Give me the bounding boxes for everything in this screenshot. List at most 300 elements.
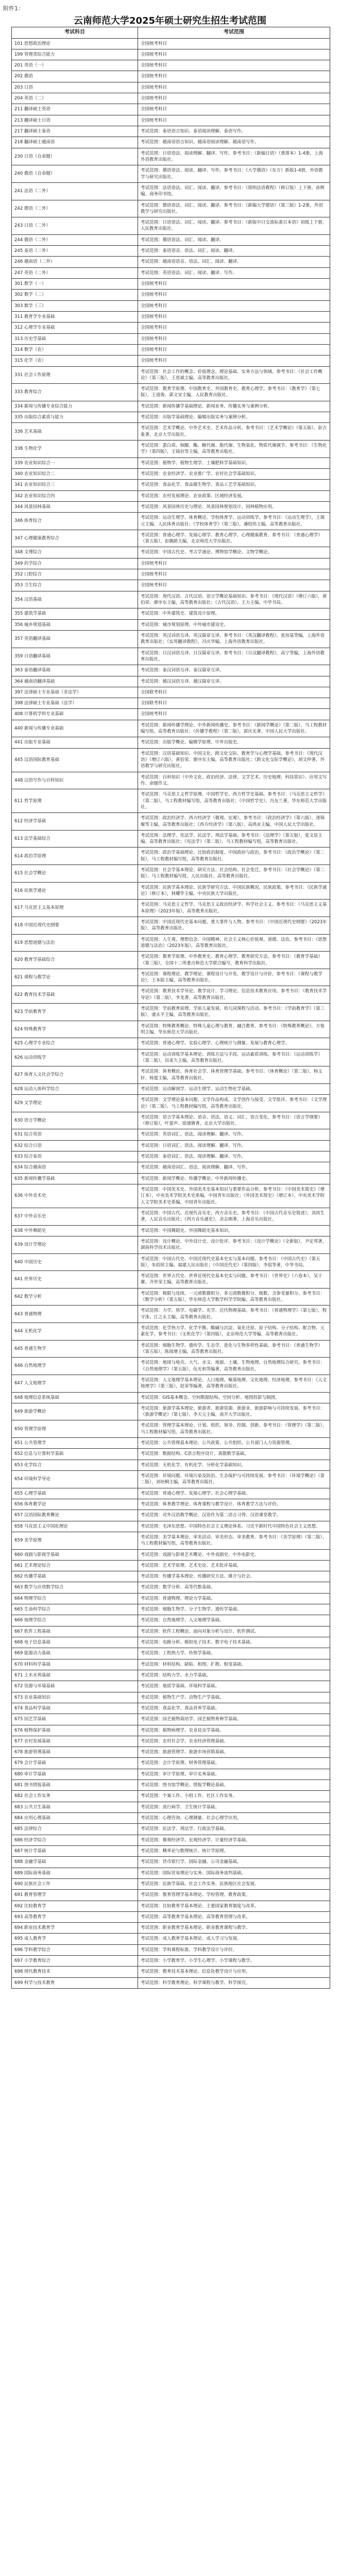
scope-cell: 考试范围：地质学基础、环境科学基础。 <box>138 1681 330 1692</box>
scope-cell: 考试范围：人文地理学基本理论、人口地理、聚落地理、文化地理、经济地理。参考书目：《人文地理学》（第三版），赵荣等编著，高等教育出版社。 <box>138 1375 330 1392</box>
table-row <box>12 1306 330 1323</box>
subject-cell: 674 食品科学基础 <box>12 1703 138 1714</box>
table-row <box>12 1499 330 1510</box>
subject-cell: 697 小学教育综合 <box>12 1956 138 1967</box>
subject-cell: 338 生物化学 <box>12 440 138 458</box>
table-row <box>12 1375 330 1392</box>
scope-cell: 考试范围：细胞生物学、分子生物学、遗传学基础。 <box>138 1604 330 1615</box>
table-row <box>12 530 330 547</box>
scope-cell: 考试范围：教育管理学基本理论、学校管理、教育政策。 <box>138 1890 330 1901</box>
exam-scope-table <box>11 27 330 1989</box>
table-row <box>12 1582 330 1593</box>
scope-cell: 考试范围：人生观、理想信念、中国精神、社会主义核心价值观、道德、法治。参考书目：《思想道德与法治》（2023年版），高等教育出版社。 <box>138 934 330 952</box>
scope-cell: 考试范围：对外汉语教学概论、汉语作为第二语言习得、汉语课堂教学。 <box>138 1510 330 1521</box>
subject-cell: 218 翻译硕士越南语 <box>12 137 138 148</box>
scope-cell: 考试范围：社会工作的概念、价值理念、理论基础、实务方法与领域。参考书目：《社会工作概论》（第三版），王思斌主编，高等教育出版社。 <box>138 366 330 384</box>
subject-cell: 644 无机化学 <box>12 1323 138 1341</box>
subject-cell: 661 艺术理论综合 <box>12 1560 138 1571</box>
scope-cell: 考试范围：戏剧与影视艺术概论、中外戏剧史、中外电影史。 <box>138 1549 330 1560</box>
table-row <box>12 1095 330 1112</box>
subject-cell: 638 中外舞蹈史 <box>12 1225 138 1236</box>
table-row <box>12 1780 330 1791</box>
scope-cell: 考试范围：小学教育学、小学生心理学、小学课程与教学。 <box>138 1956 330 1967</box>
table-row <box>12 1151 330 1162</box>
subject-cell: 622 教育技术学基础 <box>12 986 138 1004</box>
table-row <box>12 986 330 1004</box>
subject-cell: 247 英语（二外） <box>12 267 138 278</box>
scope-cell: 考试范围：运动训练学基本理论、训练方法与手段、运动素质训练。参考书目：《运动训练学》（第二版），田麦久主编，高等教育出版社。 <box>138 1049 330 1066</box>
scope-cell: 考试范围：食品化学、食品微生物学、食品工艺学基础知识。 <box>138 480 330 490</box>
scope-cell: 考试范围：电路分析、模拟电子技术、数字电子技术基础。 <box>138 1637 330 1648</box>
table-row <box>12 676 330 687</box>
subject-cell: 364 越南语翻译基础 <box>12 676 138 687</box>
scope-cell: 考试范围：特殊教育概论、特殊儿童心理与教育、融合教育。参考书目：《特殊教育概论》，方俊明主编，华东师范大学出版社。 <box>138 1021 330 1038</box>
subject-cell: 666 地理学综合 <box>12 1615 138 1626</box>
table-row <box>12 93 330 104</box>
table-row <box>12 344 330 355</box>
table-row <box>12 279 330 290</box>
table-row <box>12 182 330 200</box>
table-row <box>12 1944 330 1955</box>
subject-cell: 686 经济学综合 <box>12 1835 138 1845</box>
scope-cell: 考试范围：结构力学、水力学基础。 <box>138 1670 330 1681</box>
scope-cell: 考试范围：教育技术基本理论、信息化教学设计与应用。 <box>138 1967 330 1977</box>
scope-cell: 考试范围：美学基本理论、审美活动、审美形态、审美教育。参考书目：《美学原理》（第二版），马工程教材编写组，高等教育出版社。 <box>138 1532 330 1549</box>
table-row <box>12 311 330 322</box>
scope-cell: 考试范围：中国古代史、中国近现代史基本史实与基本问题。参考书目：《中国古代史》（第五版），朱绍侯主编，福建人民出版社；《中国近代史》（第四版），李侃等著，中华书局。 <box>138 1253 330 1271</box>
subject-cell: 683 公共卫生基础 <box>12 1802 138 1812</box>
scope-cell: 考试范围：体育概论、体育社会学、体育管理学基础。参考书目：《体育概论》（第二版），杨文轩、杨霆主编，高等教育出版社。 <box>138 1066 330 1084</box>
subject-cell: 348 文博综合 <box>12 547 138 558</box>
subject-cell: 631 综合英语 <box>12 1129 138 1140</box>
table-row <box>12 1438 330 1449</box>
subject-cell: 302 数学（二） <box>12 290 138 300</box>
subject-cell: 625 心理学专业综合 <box>12 1038 138 1049</box>
subject-cell: 242 德语（二外） <box>12 200 138 217</box>
table-row <box>12 648 330 665</box>
scope-cell: 考试范围：中国古代史、考古学通论、博物馆学概论、文物学概论。 <box>138 547 330 558</box>
table-row <box>12 1911 330 1922</box>
table-row <box>12 290 330 300</box>
scope-cell: 考试范围：越南语语言知识、越南语阅读理解、越南语写作。 <box>138 137 330 148</box>
scope-cell: 考试范围：职业教育学基本理论、职业教育课程与教学。 <box>138 1923 330 1934</box>
subject-cell: 663 数学与应用数学综合 <box>12 1582 138 1593</box>
subject-cell: 356 城乡规划基础 <box>12 619 138 630</box>
table-row <box>12 104 330 115</box>
subject-cell: 244 俄语（二外） <box>12 234 138 245</box>
table-header <box>12 27 330 39</box>
table-row <box>12 1835 330 1845</box>
subject-cell: 627 体育人文社会学综合 <box>12 1066 138 1084</box>
scope-cell: 考试范围：教育技术学导论、教学设计、学习理论、信息技术教育应用。参考书目：《教育技术学导论》（第二版），李龙著，高等教育出版社。 <box>138 986 330 1004</box>
table-row <box>12 1140 330 1151</box>
table-row <box>12 513 330 530</box>
scope-cell: 考试范围：国际贸易理论与实务、国际商务谈判基础。 <box>138 1868 330 1878</box>
table-row <box>12 547 330 558</box>
scope-cell: 考试范围：德语语法、词汇、阅读、翻译。参考书目：《新编大学德语》（第三版）1-2册，外语教学与研究出版社。 <box>138 200 330 217</box>
subject-cell: 695 成人教育学 <box>12 1934 138 1944</box>
scope-cell: 全国统考科目 <box>138 104 330 115</box>
scope-cell: 考试范围：英语语法、词汇、阅读、翻译、写作。 <box>138 267 330 278</box>
subject-cell: 677 农村发展基础 <box>12 1736 138 1747</box>
table-row <box>12 148 330 165</box>
scope-cell: 考试范围：中国近现代史基本问题、重大事件与人物。参考书目：《中国近现代史纲要》（2023年版），高等教育出版社。 <box>138 917 330 934</box>
table-row <box>12 952 330 969</box>
subject-cell: 346 体育综合 <box>12 513 138 530</box>
table-row <box>12 1460 330 1470</box>
subject-cell: 341 农业知识综合三 <box>12 480 138 490</box>
table-row <box>12 246 330 257</box>
subject-cell: 617 马克思主义基本原理 <box>12 900 138 917</box>
table-row <box>12 772 330 789</box>
column-header-scope: 考试范围 <box>138 27 330 39</box>
table-row <box>12 558 330 569</box>
table-row <box>12 1129 330 1140</box>
subject-cell: 667 软件工程基础 <box>12 1626 138 1637</box>
subject-cell: 211 翻译硕士英语 <box>12 104 138 115</box>
scope-cell: 考试范围：马克思主义哲学、马克思主义政治经济学、科学社会主义。参考书目：《马克思主义基本原理》（2023年版），高等教育出版社。 <box>138 900 330 917</box>
table-row <box>12 1471 330 1488</box>
table-row <box>12 1868 330 1878</box>
scope-cell: 考试范围：无机化学、有机化学、分析化学基础知识。 <box>138 1460 330 1470</box>
table-row <box>12 848 330 865</box>
subject-cell: 634 综合越南语 <box>12 1162 138 1173</box>
subject-cell: 636 中外美术史 <box>12 1184 138 1208</box>
table-row <box>12 1934 330 1944</box>
scope-cell: 考试范围：世界古代史、世界近现代史基本史实与问题。参考书目：《世界史》（六卷本），吴于廑、齐世荣主编，高等教育出版社。 <box>138 1271 330 1289</box>
scope-cell: 考试范围：力学、热学、电磁学、光学、近代物理基础。参考书目：《普通物理学》（第七版），程守洙、江之永主编，高等教育出版社。 <box>138 1306 330 1323</box>
subject-cell: 204 英语（二） <box>12 93 138 104</box>
scope-cell: 考试范围：材料结构、缺陷、相图、扩散、相变基础。 <box>138 1659 330 1670</box>
subject-cell: 692 比较教育学 <box>12 1901 138 1911</box>
subject-cell: 614 政治学原理 <box>12 848 138 865</box>
table-row <box>12 748 330 772</box>
table-row <box>12 1648 330 1659</box>
table-row <box>12 709 330 720</box>
subject-cell: 675 园艺学基础 <box>12 1714 138 1725</box>
scope-cell: 考试范围：出版学基础理论、编辑出版实务与案例分析。 <box>138 412 330 423</box>
subject-cell: 335 出版综合素质与能力 <box>12 412 138 423</box>
scope-cell: 考试范围：普通心理学、发展心理学、社会心理学基础。 <box>138 1488 330 1499</box>
scope-cell: 考试范围：日语语法、词汇、阅读、翻译。参考书目：《新版中日交流标准日本语》初级上下册，人民教育出版社。 <box>138 217 330 235</box>
subject-cell: 681 图书情报基础 <box>12 1780 138 1791</box>
table-row <box>12 355 330 366</box>
exam-scope-table-container <box>11 27 330 1989</box>
subject-cell: 641 世界历史 <box>12 1271 138 1289</box>
subject-cell: 640 中国历史 <box>12 1253 138 1271</box>
subject-cell: 618 中国近现代史纲要 <box>12 917 138 934</box>
subject-cell: 243 日语（二外） <box>12 217 138 235</box>
scope-cell: 考试范围：审计学原理、审计实务基础。 <box>138 1769 330 1780</box>
table-row <box>12 789 330 813</box>
table-row <box>12 1956 330 1967</box>
table-row <box>12 1549 330 1560</box>
scope-cell: 考试范围：流行病学、卫生统计学基础。 <box>138 1802 330 1812</box>
scope-cell: 考试范围：新闻学概论、传播学概论、中外新闻传播史。 <box>138 1173 330 1184</box>
subject-cell: 687 统计学基础 <box>12 1845 138 1856</box>
scope-cell: 考试范围：泰汉词语互译、泰汉篇章互译。 <box>138 665 330 676</box>
scope-cell: 全国统考科目 <box>138 38 330 49</box>
scope-cell: 考试范围：微观经济学、宏观经济学、计量经济学基础。 <box>138 1835 330 1845</box>
scope-cell: 考试范围：出版学概论、编辑学原理、中外出版史。 <box>138 737 330 748</box>
scope-cell: 考试范围：英语词汇、语法、阅读理解、翻译、写作。 <box>138 1129 330 1140</box>
scope-cell: 考试范围：图书馆学概论、情报学概论基础。 <box>138 1780 330 1791</box>
table-row <box>12 217 330 235</box>
subject-cell: 354 汉语基础 <box>12 591 138 608</box>
scope-cell: 考试范围：普通心理学、实验心理学、心理统计与测量、发展与教育心理学。 <box>138 1038 330 1049</box>
table-row <box>12 813 330 831</box>
table-row <box>12 1637 330 1648</box>
scope-cell: 考试范围：泰语语言知识、泰语阅读理解、泰语写作。 <box>138 126 330 137</box>
table-header-row <box>12 27 330 39</box>
subject-cell: 673 农业基础知识 <box>12 1692 138 1703</box>
subject-cell: 339 农业知识综合一 <box>12 457 138 468</box>
table-row <box>12 580 330 591</box>
table-row <box>12 1703 330 1714</box>
scope-cell: 全国统考科目 <box>138 333 330 344</box>
table-row <box>12 1225 330 1236</box>
subject-cell: 672 资源与环境基础 <box>12 1681 138 1692</box>
scope-cell: 考试范围：泰语语音、语法、词汇、阅读、翻译。 <box>138 246 330 257</box>
scope-cell: 全国联考科目 <box>138 687 330 698</box>
subject-cell: 656 体育教学论 <box>12 1499 138 1510</box>
table-row <box>12 1162 330 1173</box>
subject-cell: 624 特殊教育学 <box>12 1021 138 1038</box>
table-row <box>12 1670 330 1681</box>
subject-cell: 217 翻译硕士泰语 <box>12 126 138 137</box>
subject-cell: 668 电子信息基础 <box>12 1637 138 1648</box>
table-row <box>12 366 330 384</box>
table-row <box>12 1323 330 1341</box>
subject-cell: 688 金融学基础 <box>12 1857 138 1868</box>
table-row <box>12 1604 330 1615</box>
subject-cell: 650 管理学原理 <box>12 1420 138 1438</box>
table-row <box>12 737 330 748</box>
table-row <box>12 1004 330 1021</box>
subject-cell: 441 出版专业基础 <box>12 737 138 748</box>
scope-cell: 考试范围：学前教育原理、学前儿童发展、幼儿园课程与活动。参考书目：《学前教育学》（第三版），虞永平主编，高等教育出版社。 <box>138 1004 330 1021</box>
table-row <box>12 1967 330 1977</box>
subject-cell: 643 普通物理 <box>12 1306 138 1323</box>
scope-cell: 考试范围：运动解剖学、运动生理学、运动生物化学基础。 <box>138 1083 330 1094</box>
scope-cell: 考试范围：泰语词汇、语法、阅读理解、翻译、写作。 <box>138 1151 330 1162</box>
subject-cell: 612 经济学基础 <box>12 813 138 831</box>
subject-cell: 654 环境科学导论 <box>12 1471 138 1488</box>
scope-cell: 考试范围：设计概论、中外设计史、设计批评。参考书目：《设计学概论》（全新版），尹定邦著，湖南科学技术出版社。 <box>138 1236 330 1253</box>
scope-cell: 考试范围：日汉词语互译、日汉篇章互译。参考书目：《日汉翻译教程》，高宁等编，上海外语教育出版社。 <box>138 648 330 665</box>
subject-cell: 347 心理健康教育综合 <box>12 530 138 547</box>
subject-cell: 680 审计学基础 <box>12 1769 138 1780</box>
subject-cell: 699 科学与技术教育 <box>12 1977 138 1988</box>
subject-cell: 669 能源动力基础 <box>12 1648 138 1659</box>
subject-cell: 611 哲学原理 <box>12 789 138 813</box>
table-row <box>12 1560 330 1571</box>
table-row <box>12 1532 330 1549</box>
table-row <box>12 300 330 311</box>
table-row <box>12 165 330 183</box>
subject-cell: 626 运动训练学 <box>12 1049 138 1066</box>
scope-cell: 考试范围：会计学原理、财务管理基础。 <box>138 1758 330 1769</box>
scope-cell: 考试范围：成人教育学基本理论、成人学习与发展。 <box>138 1934 330 1944</box>
subject-cell: 353 卫生综合 <box>12 580 138 591</box>
subject-cell: 694 职业技术教育学 <box>12 1923 138 1934</box>
scope-cell: 考试范围：民族学基础、社会工作实务、民族地区社会发展。 <box>138 1878 330 1889</box>
scope-cell: 考试范围：蛋白质、核酸、酶、糖代谢、脂代谢、生物氧化、物质代谢调节。参考书目：《生物化学》（第四版），王镜岩等主编，高等教育出版社。 <box>138 440 330 458</box>
table-row <box>12 1571 330 1582</box>
subject-cell: 664 物理学综合 <box>12 1593 138 1604</box>
scope-cell: 考试范围：概率论与数理统计、统计学原理。 <box>138 1845 330 1856</box>
table-row <box>12 1769 330 1780</box>
subject-cell: 665 生命科学综合 <box>12 1604 138 1615</box>
scope-cell: 全国统考科目 <box>138 93 330 104</box>
table-row <box>12 1510 330 1521</box>
subject-cell: 331 社会工作原理 <box>12 366 138 384</box>
table-row <box>12 1593 330 1604</box>
table-row <box>12 1403 330 1420</box>
scope-cell: 考试范围：地球与地壳、大气、水文、地貌、土壤、生物地理、自然地理综合研究。参考书目：《自然地理学》（第五版），伍光和等编著，高等教育出版社。 <box>138 1358 330 1375</box>
scope-cell: 考试范围：管理学基本理论、计划、组织、领导、控制、创新。参考书目：《管理学》（第二版），马工程教材编写组，高等教育出版社。 <box>138 1420 330 1438</box>
subject-cell: 659 美学原理 <box>12 1532 138 1549</box>
table-row <box>12 1340 330 1358</box>
scope-cell: 考试范围：植物学、植物生理学、土壤肥料学基础知识。 <box>138 457 330 468</box>
table-row <box>12 1236 330 1253</box>
scope-cell: 考试范围：文学理论基本问题、文学作品构成、文学创作与接受、文学批评。参考书目：《文学理论》（第二版），马工程教材编写组，高等教育出版社。 <box>138 1095 330 1112</box>
scope-cell: 考试范围：越南语语音、语法、词汇、阅读、翻译。 <box>138 257 330 267</box>
scope-cell: 考试范围：比较教育学基本理论、主要国家教育制度与改革。 <box>138 1901 330 1911</box>
subject-cell: 312 心理学专业基础 <box>12 323 138 333</box>
scope-cell: 全国统考科目 <box>138 355 330 366</box>
scope-cell: 考试范围：民法学、刑法学、行政法学基础。 <box>138 1824 330 1835</box>
table-row <box>12 38 330 49</box>
scope-cell: 考试范围：旅游学基本理论、旅游者、旅游资源、旅游业、旅游影响与可持续发展。参考书目：《旅游学概论》（第七版），李天元主编，南开大学出版社。 <box>138 1403 330 1420</box>
table-row <box>12 1977 330 1988</box>
subject-cell: 628 运动人体科学综合 <box>12 1083 138 1094</box>
subject-cell: 344 风景园林基础 <box>12 501 138 512</box>
table-row <box>12 1901 330 1911</box>
table-row <box>12 1083 330 1094</box>
scope-cell: 考试范围：植物病理学、农业昆虫学基础。 <box>138 1725 330 1736</box>
scope-cell: 全国统考科目 <box>138 290 330 300</box>
scope-cell: 考试范围：数据结构、C语言程序设计、离散数学基础。 <box>138 1449 330 1460</box>
subject-cell: 230 日语（自命题） <box>12 148 138 165</box>
subject-cell: 662 传播学基础 <box>12 1571 138 1582</box>
table-row <box>12 969 330 986</box>
scope-cell: 全国统考科目 <box>138 558 330 569</box>
table-body <box>12 38 330 1989</box>
table-row <box>12 1802 330 1812</box>
subject-cell: 621 课程与教学论 <box>12 969 138 986</box>
scope-cell: 考试范围：极限与连续、一元函数微积分、多元函数微积分、级数、含参变量积分。参考书目：《数学分析》（第五版），华东师范大学数学科学学院编，高等教育出版社。 <box>138 1288 330 1306</box>
subject-cell: 682 社会工作实务 <box>12 1791 138 1802</box>
table-row <box>12 1824 330 1835</box>
table-row <box>12 569 330 580</box>
table-row <box>12 412 330 423</box>
subject-cell: 646 自然地理学 <box>12 1358 138 1375</box>
scope-cell: 考试范围：软件工程概论、面向对象分析与设计、软件测试。 <box>138 1626 330 1637</box>
subject-cell: 201 英语（一） <box>12 60 138 71</box>
scope-cell: 考试范围：植物生产学、动物生产学基础。 <box>138 1692 330 1703</box>
scope-cell: 考试范围：日语词汇、语法、阅读理解、翻译、写作。 <box>138 1140 330 1151</box>
subject-cell: 629 文学理论 <box>12 1095 138 1112</box>
table-row <box>12 1890 330 1901</box>
table-row <box>12 1271 330 1289</box>
document-title: 云南师范大学2025年硕士研究生招生考试范围 <box>73 15 267 26</box>
scope-cell: 考试范围：法语语法、词汇、阅读、翻译。参考书目：《简明法语教程》（修订版）上下册，孙辉编，商务印书馆。 <box>138 182 330 200</box>
table-row <box>12 630 330 648</box>
table-row <box>12 1521 330 1532</box>
subject-cell: 616 民族学通论 <box>12 882 138 900</box>
subject-cell: 630 语言学概论 <box>12 1112 138 1129</box>
scope-cell: 考试范围：普通物理、理论力学基础。 <box>138 1593 330 1604</box>
scope-cell: 全国统考科目 <box>138 82 330 93</box>
scope-cell: 考试范围：体育教学理论、体育课程与教学设计、体育教学方法与评价。 <box>138 1499 330 1510</box>
table-row <box>12 865 330 883</box>
scope-cell: 全国统考科目 <box>138 71 330 82</box>
table-row <box>12 1358 330 1375</box>
scope-cell: 全国统考科目 <box>138 279 330 290</box>
scope-cell: 全国联考科目 <box>138 698 330 709</box>
table-row <box>12 1066 330 1084</box>
scope-cell: 考试范围：工程热力学、传热学基础。 <box>138 1648 330 1659</box>
subject-cell: 689 国际商务基础 <box>12 1868 138 1878</box>
scope-cell: 全国统考科目 <box>138 569 330 580</box>
scope-cell: 考试范围：语言学基本理论、语音、语法、语义、词汇、语言变化。参考书目：《语言学纲要》（修订版），叶蜚声、徐通锵著，北京大学出版社。 <box>138 1112 330 1129</box>
table-row <box>12 1857 330 1868</box>
table-row <box>12 1449 330 1460</box>
scope-cell: 考试范围：艺术学原理、艺术史论、艺术批评基础。 <box>138 1560 330 1571</box>
table-row <box>12 608 330 619</box>
subject-cell: 202 俄语 <box>12 71 138 82</box>
table-row <box>12 1736 330 1747</box>
subject-cell: 311 教育学专业基础 <box>12 311 138 322</box>
subject-cell: 633 综合泰语 <box>12 1151 138 1162</box>
subject-cell: 691 教育管理学 <box>12 1890 138 1901</box>
subject-cell: 658 马克思主义中国化理论 <box>12 1521 138 1532</box>
subject-cell: 639 设计学理论 <box>12 1236 138 1253</box>
table-row <box>12 1253 330 1271</box>
scope-cell: 考试范围：艺术学概论、中外艺术史、艺术作品分析。参考书目：《艺术学概论》（第五版），彭吉象著，北京大学出版社。 <box>138 423 330 440</box>
subject-cell: 637 中外音乐史 <box>12 1208 138 1225</box>
subject-cell: 678 旅游管理基础 <box>12 1747 138 1758</box>
table-row <box>12 1488 330 1499</box>
table-row <box>12 1923 330 1934</box>
scope-cell: 全国统考科目 <box>138 580 330 591</box>
scope-cell: 考试范围：传播学基本理论、传播研究方法、媒介与社会。 <box>138 1571 330 1582</box>
subject-cell: 357 英语翻译基础 <box>12 630 138 648</box>
subject-cell: 642 数学分析 <box>12 1288 138 1306</box>
table-row <box>12 49 330 60</box>
subject-cell: 101 思想政治理论 <box>12 38 138 49</box>
table-row <box>12 82 330 93</box>
subject-cell: 684 应用心理基础 <box>12 1813 138 1824</box>
table-row <box>12 1049 330 1066</box>
scope-cell: 考试范围：现代汉语、古代汉语、语言学概论基础知识。参考书目：《现代汉语》（增订六版），黄伯荣、廖序东主编，高等教育出版社；《古代汉语》，王力主编，中华书局。 <box>138 591 330 608</box>
scope-cell: 考试范围：法理学、宪法学、民法学、刑法学基础。参考书目：《法理学》（第五版），张文显主编，高等教育出版社；《宪法学》（第二版），马工程教材编写组，高等教育出版社。 <box>138 830 330 848</box>
scope-cell: 考试范围：GIS基本概念、空间数据结构、空间分析、地图投影与制图。 <box>138 1392 330 1403</box>
table-row <box>12 1173 330 1184</box>
scope-cell: 考试范围：民族学基本理论、民族学研究方法、中国民族概况、民族政策。参考书目：《民族学通论》（修订本），林耀华主编，中央民族大学出版社。 <box>138 882 330 900</box>
scope-cell: 考试范围：农业经济学、农业推广学、农村社会学基础知识。 <box>138 468 330 479</box>
table-row <box>12 1392 330 1403</box>
table-row <box>12 698 330 709</box>
subject-cell: 698 现代教育技术 <box>12 1967 138 1977</box>
scope-cell: 考试范围：旅游管理学、旅游市场营销基础。 <box>138 1747 330 1758</box>
scope-cell: 考试范围：新闻传播学基础理论、新闻业务、传播实务与案例分析。 <box>138 401 330 412</box>
scope-cell: 考试范围：汉语基础知识、中国文化、跨文化交际、教育学与心理学基础。参考书目：《现代汉语》（增订六版），黄伯荣、廖序东主编，高等教育出版社；《跨文化交际学概论》，胡文仲著，外语教学与研究出版社。 <box>138 748 330 772</box>
scope-cell: 全国统考科目 <box>138 323 330 333</box>
table-row <box>12 71 330 82</box>
scope-cell: 考试范围：政治学基础理论、比较政治制度、中国政府与政治。参考书目：《政治学概论》（第二版），马工程教材编写组，高等教育出版社。 <box>138 848 330 865</box>
